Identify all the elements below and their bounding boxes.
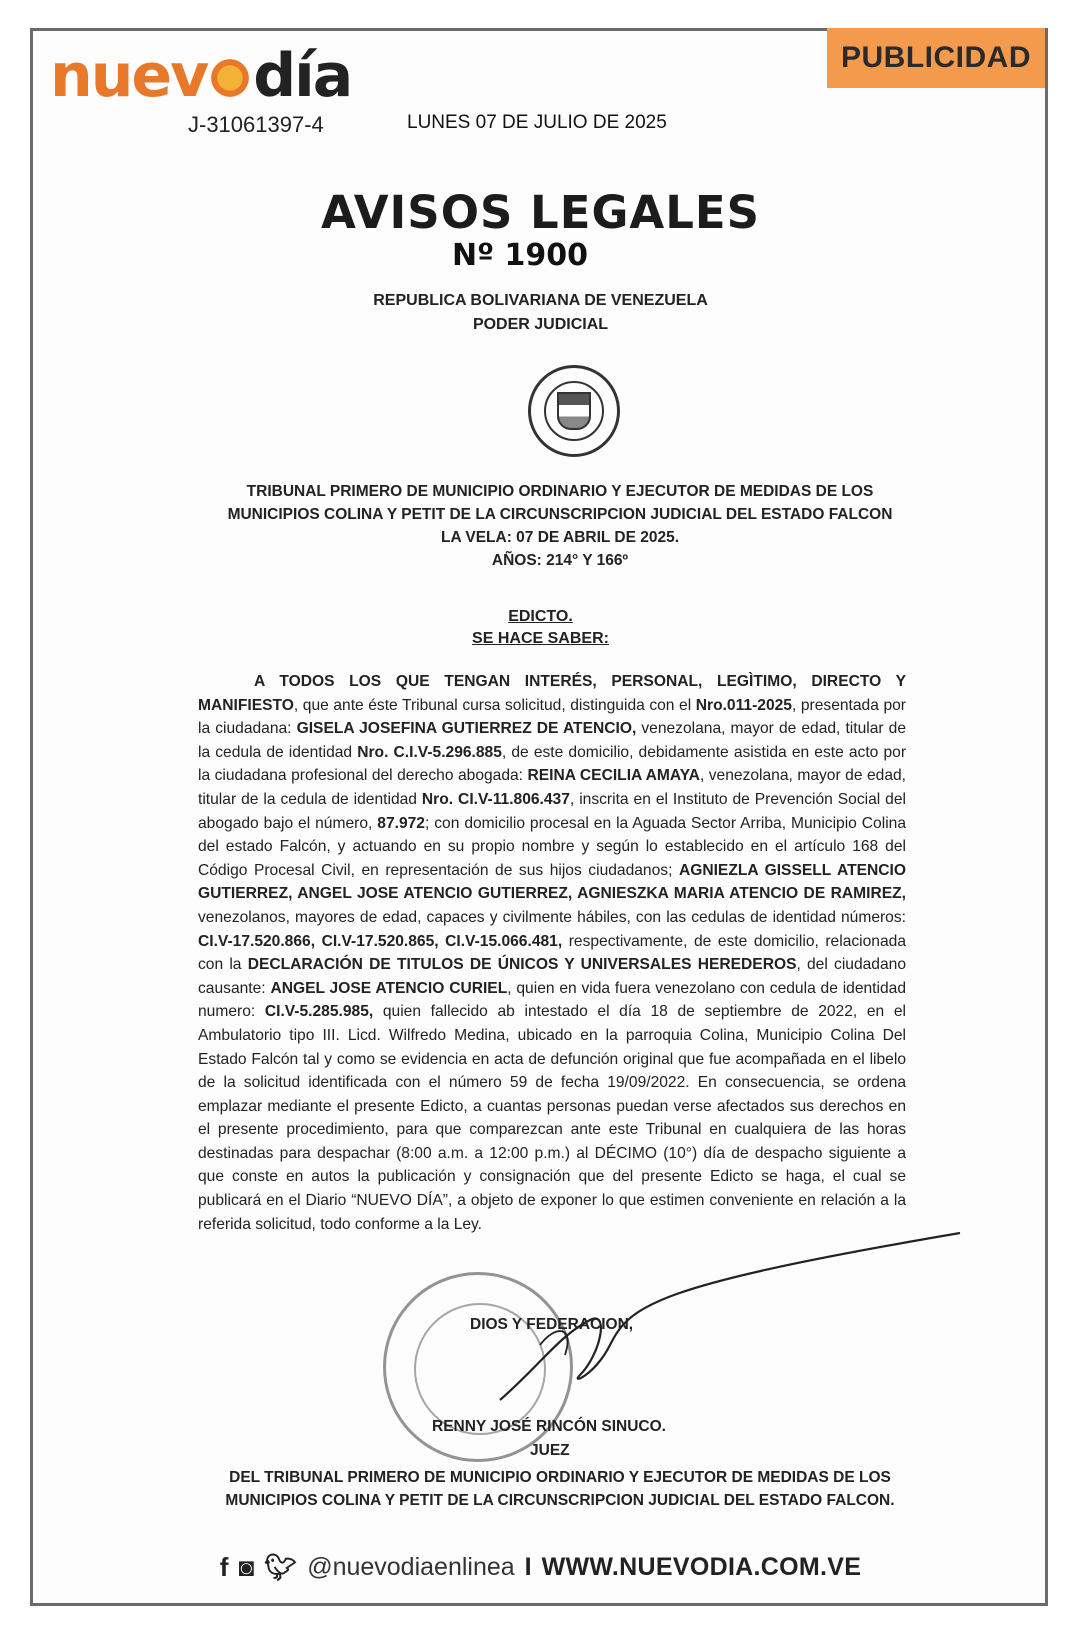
edicto-body	[198, 670, 906, 1236]
logo-sun-icon	[208, 56, 252, 100]
body-bold: CI.V-5.285.985,	[264, 1003, 374, 1021]
body-bold: Nro. C.I.V-5.296.885	[357, 743, 502, 761]
footer-separator: I	[524, 1553, 532, 1581]
body-bold: Nro. CI.V-11.806.437	[421, 790, 570, 808]
body-text: , inscrita en el Instituto de Prevención Social del abogado bajo el número,	[198, 790, 906, 832]
logo-text-right: día	[253, 41, 352, 111]
publication-date: LUNES 07 DE JULIO DE 2025	[407, 112, 667, 133]
closing-block	[200, 1466, 920, 1512]
instagram-icon[interactable]: ◙	[238, 1552, 255, 1582]
body-bold: A TODOS LOS QUE TENGAN INTERÉS, PERSONAL, LEGÌTIMO, DIRECTO Y MANIFIESTO	[198, 673, 906, 714]
newspaper-logo	[50, 41, 352, 111]
coat-of-arms-seal-icon	[528, 365, 620, 457]
footer	[0, 1552, 1081, 1583]
body-text: , quien en vida fuera venezolano con cedula de identidad numero:	[198, 979, 906, 1021]
logo-text-left: nuev	[50, 41, 208, 111]
body-text: , que ante éste Tribunal cursa solicitud, distinguida con el	[293, 696, 696, 714]
body-bold: CI.V-17.520.866, CI.V-17.520.865, CI.V-15.066.481,	[198, 932, 563, 950]
signoff-greeting: DIOS Y FEDERACION,	[470, 1316, 634, 1333]
body-text: ; con domicilio procesal en la Aguada Sector Arriba, Municipio Colina del estado Falcón, y actuando en su propio nombre y según lo establecido en el artículo 168 del Código Procesal Civil, en representación de sus hijos ciudadanos;	[198, 814, 906, 879]
tribunal-line-2: MUNICIPIOS COLINA Y PETIT DE LA CIRCUNSCRIPCION JUDICIAL DEL ESTADO FALCON	[227, 506, 893, 523]
tribunal-years: AÑOS: 214° Y 166º	[491, 552, 629, 569]
authority-line-2: PODER JUDICIAL	[472, 316, 609, 333]
body-text: , venezolana, mayor de edad, titular de la cedula de identidad	[198, 767, 906, 808]
closing-line-1: DEL TRIBUNAL PRIMERO DE MUNICIPIO ORDINARIO Y EJECUTOR DE MEDIDAS DE LOS	[229, 1469, 891, 1486]
body-text: venezolana, mayor de edad, titular de la cedula de identidad	[198, 720, 907, 761]
judge-name: RENNY JOSÉ RINCÓN SINUCO.	[432, 1418, 666, 1435]
tribunal-line-1: TRIBUNAL PRIMERO DE MUNICIPIO ORDINARIO Y EJECUTOR DE MEDIDAS DE LOS	[246, 483, 874, 500]
notice-number: Nº 1900	[452, 238, 588, 273]
body-bold: AGNIEZLA GISSELL ATENCIO GUTIERREZ, ANGEL JOSE ATENCIO GUTIERREZ, AGNIESZKA MARIA ATENCIO DE RAMIREZ,	[198, 861, 906, 903]
rif-number: J-31061397-4	[188, 112, 324, 137]
body-text: , presentada por la ciudadana:	[198, 696, 906, 738]
body-text: quien fallecido ab intestado el día 18 de septiembre de 2022, en el Ambulatorio tipo III. Licd. Wilfredo Medina, ubicado en la parroquia Colina, Municipio Colina Del Estado Falcón tal y como se evidencia en acta de defunción original que fue acompañada en el libelo de la solicitud identificada con el número 59 de fecha 19/09/2022. En consecuencia, se ordena emplazar mediante el presente Edicto, a cuantas personas puedan verse afectados sus derechos en el presente procedimiento, para que comparezcan ante este Tribunal en cualquiera de las horas destinadas para despachar (8:00 a.m. a 12:00 p.m.) al DÉCIMO (10°) día de despacho siguiente a que conste en autos la publicación y consignación que del presente Edicto se haga, el cual se publicará en el Diario “NUEVO DÍA”, a objeto de exponer lo que estimen conveniente en relación a la referida solicitud, todo conforme a la Ley.	[198, 1003, 906, 1233]
closing-line-2: MUNICIPIOS COLINA Y PETIT DE LA CIRCUNSCRIPCION JUDICIAL DEL ESTADO FALCON.	[225, 1492, 895, 1509]
body-bold: ANGEL JOSE ATENCIO CURIEL	[270, 979, 508, 997]
body-text: , del ciudadano causante:	[198, 956, 906, 997]
publicidad-badge: PUBLICIDAD	[827, 28, 1045, 88]
body-text: respectivamente, de este domicilio, relacionada con la	[198, 932, 906, 974]
tribunal-header	[200, 480, 920, 572]
social-handle[interactable]: @nuevodiaenlinea	[307, 1553, 515, 1581]
website-link[interactable]: WWW.NUEVODIA.COM.VE	[541, 1553, 862, 1581]
edicto-heading: EDICTO.	[508, 608, 573, 625]
twitter-icon[interactable]: 🐦︎	[264, 1552, 298, 1582]
body-text: , de este domicilio, debidamente asistida en este acto por la ciudadana profesional del derecho abogada:	[198, 743, 907, 785]
edicto-subheading: SE HACE SABER:	[472, 630, 609, 647]
body-bold: 87.972	[377, 814, 425, 832]
judge-role: JUEZ	[530, 1442, 570, 1459]
body-bold: GISELA JOSEFINA GUTIERREZ DE ATENCIO,	[296, 720, 637, 738]
facebook-icon[interactable]: f	[219, 1552, 229, 1582]
body-bold: Nro.011-2025	[695, 696, 792, 714]
authority-line-1: REPUBLICA BOLIVARIANA DE VENEZUELA	[373, 292, 708, 309]
section-title: AVISOS LEGALES	[320, 186, 761, 239]
tribunal-date: LA VELA: 07 DE ABRIL DE 2025.	[440, 529, 680, 546]
body-bold: REINA CECILIA AMAYA	[527, 767, 700, 785]
body-bold: DECLARACIÓN DE TITULOS DE ÚNICOS Y UNIVERSALES HEREDEROS	[247, 956, 797, 974]
body-text: venezolanos, mayores de edad, capaces y civilmente hábiles, con las cedulas de identidad números:	[198, 908, 906, 926]
